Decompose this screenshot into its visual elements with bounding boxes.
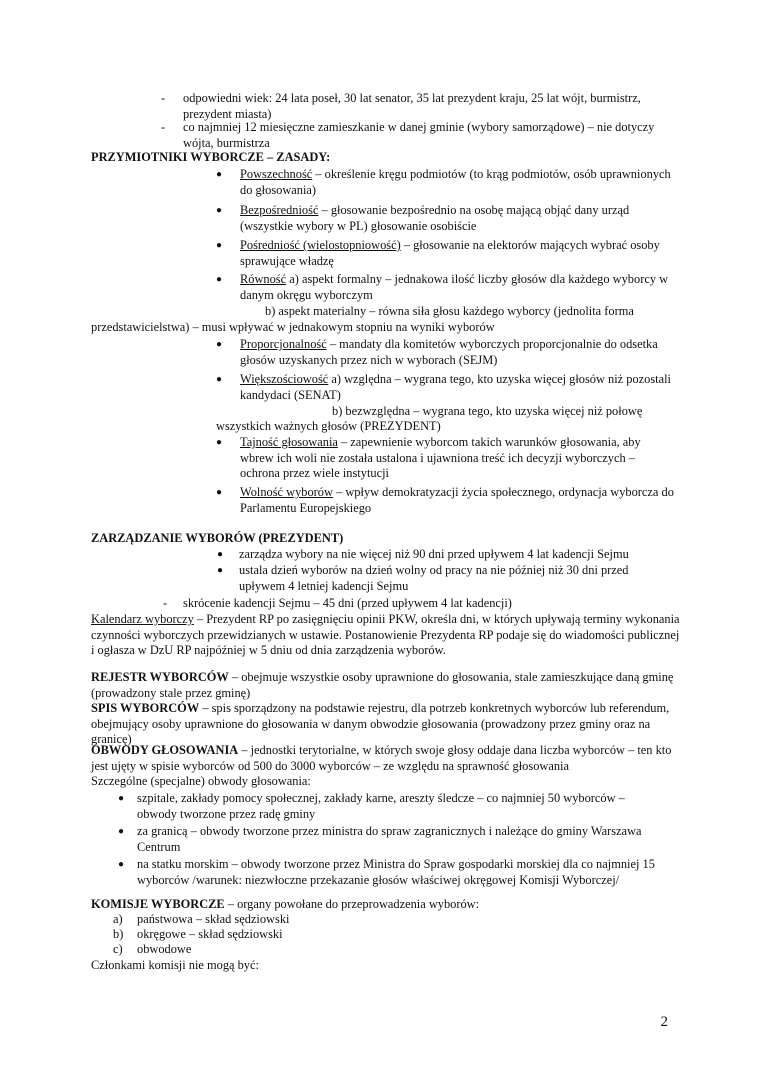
list-item xyxy=(216,337,676,368)
list-item-text: okręgowe – skład sędziowski xyxy=(137,927,283,941)
bullet-icon: ● xyxy=(118,859,125,870)
bullet-icon: ● xyxy=(118,793,125,804)
paragraph-line: Szczególne (specjalne) obwody głosowania: xyxy=(91,774,311,788)
term: REJESTR WYBORCÓW xyxy=(91,670,229,684)
list-item xyxy=(161,91,681,122)
paragraph-line: wszystkich ważnych głosów (PREZYDENT) xyxy=(216,419,441,433)
term: SPIS WYBORCÓW xyxy=(91,701,200,715)
bullet-icon: ● xyxy=(216,374,223,385)
bullet-icon: ● xyxy=(216,169,223,180)
list-item xyxy=(113,912,289,928)
paragraph xyxy=(91,612,681,659)
definition: – spis sporządzony na podstawie rejestru, dla potrzeb konkretnych wyborców lub referendum, obejmujący osoby uprawnione do głosowania w danym obwodzie głosowania (prowadzony przez gminy oraz na granicę) xyxy=(91,701,670,747)
list-item-text xyxy=(240,435,676,482)
list-item xyxy=(216,435,676,482)
paragraph xyxy=(91,897,683,913)
term: Tajność głosowania xyxy=(240,435,338,449)
bullet-icon: ● xyxy=(217,565,224,576)
term: Wolność wyborów xyxy=(240,485,333,499)
list-item xyxy=(113,942,191,958)
paragraph xyxy=(91,670,683,701)
list-item xyxy=(216,238,676,269)
definition: – organy powołane do przeprowadzenia wyborów: xyxy=(224,897,480,911)
definition: – zapewnienie wyborcom takich warunków głosowania, aby wbrew ich woli nie została ustalona i ujawniona treść ich decyzji wyborczych – ochrona przez wiele instytucji xyxy=(240,435,641,481)
paragraph xyxy=(91,701,683,748)
list-item xyxy=(216,167,676,198)
list-item xyxy=(163,596,683,612)
list-item-text: obwodowe xyxy=(137,942,192,956)
term: Proporcjonalność xyxy=(240,337,327,351)
list-marker: a) xyxy=(113,912,123,926)
list-item xyxy=(216,485,676,516)
list-item xyxy=(217,563,647,594)
list-item-text xyxy=(240,372,676,403)
definition: – mandaty dla komitetów wyborczych proporcjonalnie do odsetka głosów uzyskanych przez nich w wyborach (SEJM) xyxy=(240,337,658,367)
list-item-text: za granicą – obwody tworzone przez ministra do spraw zagranicznych i należące do gminy Warszawa Centrum xyxy=(137,824,642,854)
paragraph-line: b) aspekt materialny – równa siła głosu każdego wyborcy (jednolita forma xyxy=(265,304,634,318)
section-heading: ZARZĄDZANIE WYBORÓW (PREZYDENT) xyxy=(91,531,344,545)
bullet-icon: ● xyxy=(216,437,223,448)
term: Powszechność xyxy=(240,167,313,181)
bullet-icon: ● xyxy=(216,487,223,498)
list-item-text: na statku morskim – obwody tworzone przez Ministra do Spraw gospodarki morskiej dla co najmniej 15 wyborców /warunek: niezwłoczne przekazanie głosów właściwej okręgowej Komisji Wyborczej/ xyxy=(137,857,655,887)
dash-marker: - xyxy=(163,596,168,610)
term: KOMISJE WYBORCZE xyxy=(91,897,225,911)
bullet-icon: ● xyxy=(217,549,224,560)
term: Równość xyxy=(240,272,287,286)
term: Kalendarz wyborczy xyxy=(91,612,194,626)
list-item xyxy=(216,272,676,303)
term: Większościowość xyxy=(240,372,329,386)
definition: a) aspekt formalny – jednakowa ilość liczby głosów dla każdego wyborcy w danym okręgu wyborczym xyxy=(240,272,669,302)
list-item-text xyxy=(240,485,676,516)
list-item-text: zarządza wybory na nie więcej niż 90 dni przed upływem 4 lat kadencji Sejmu xyxy=(239,547,629,561)
list-item xyxy=(217,547,677,563)
bullet-icon: ● xyxy=(216,274,223,285)
list-item-text xyxy=(240,203,676,234)
list-marker: c) xyxy=(113,942,123,956)
term: OBWODY GŁOSOWANIA xyxy=(91,743,239,757)
list-item xyxy=(118,857,663,888)
list-item-text: skrócenie kadencji Sejmu – 45 dni (przed upływem 4 lat kadencji) xyxy=(183,596,512,610)
bullet-icon: ● xyxy=(216,240,223,251)
definition: – określenie kręgu podmiotów (to krąg podmiotów, osób uprawnionych do głosowania) xyxy=(240,167,671,197)
list-item xyxy=(118,824,663,855)
paragraph xyxy=(91,743,683,774)
list-item-text: szpitale, zakłady pomocy społecznej, zakłady karne, areszty śledcze – co najmniej 50 wyborców – obwody tworzone przez radę gminy xyxy=(137,791,625,821)
list-item xyxy=(161,120,681,151)
definition: – głosowanie bezpośrednio na osobę mającą objąć dany urząd (wszystkie wybory w PL) głosowanie osobiście xyxy=(240,203,630,233)
paragraph-line: b) bezwzględna – wygrana tego, kto uzyska więcej niż połowę xyxy=(332,404,643,418)
definition: – jednostki terytorialne, w których swoje głosy oddaje dana liczba wyborców – ten kto jest ujęty w spisie wyborców od 500 do 3000 wyborców – ze względu na sprawność głosowania xyxy=(91,743,672,773)
dash-marker: - xyxy=(161,120,166,134)
definition: – wpływ demokratyzacji życia społecznego, ordynacja wyborcza do Parlamentu Europejskiego xyxy=(240,485,674,515)
definition: – Prezydent RP po zasięgnięciu opinii PKW, określa dni, w których upływają terminy wykonania czynności wyborczych przewidzianych w ustawie. Postanowienie Prezydenta RP podaje się do wiadomości publicznej i ogłasza w DzU RP najpóźniej w 5 dniu od dnia zarządzenia wyborów. xyxy=(91,612,680,658)
list-item-text: co najmniej 12 miesięczne zamieszkanie w danej gminie (wybory samorządowe) – nie dotyczy wójta, burmistrza xyxy=(183,120,655,150)
list-item xyxy=(216,372,676,403)
page-number: 2 xyxy=(660,1014,668,1030)
definition: – głosowanie na elektorów mających wybrać osoby sprawujące władzę xyxy=(240,238,660,268)
list-item-text: odpowiedni wiek: 24 lata poseł, 30 lat senator, 35 lat prezydent kraju, 25 lat wójt, burmistrz, prezydent miasta) xyxy=(183,91,641,121)
paragraph-line: przedstawicielstwa) – musi wpływać w jednakowym stopniu na wyniki wyborów xyxy=(91,320,495,334)
bullet-icon: ● xyxy=(118,826,125,837)
paragraph-line: Członkami komisji nie mogą być: xyxy=(91,958,259,972)
definition: a) względna – wygrana tego, kto uzyska więcej głosów niż pozostali kandydaci (SENAT) xyxy=(240,372,671,402)
list-item-text xyxy=(240,238,676,269)
list-item-text xyxy=(240,167,676,198)
term: Pośredniość (wielostopniowość) xyxy=(240,238,401,252)
section-heading: PRZYMIOTNIKI WYBORCZE – ZASADY: xyxy=(91,150,331,164)
dash-marker: - xyxy=(161,91,166,105)
bullet-icon: ● xyxy=(216,339,223,350)
list-marker: b) xyxy=(113,927,124,941)
list-item-text xyxy=(240,272,676,303)
list-item xyxy=(118,791,663,822)
list-item-text: państwowa – skład sędziowski xyxy=(137,912,290,926)
term: Bezpośredniość xyxy=(240,203,319,217)
list-item-text xyxy=(240,337,676,368)
list-item xyxy=(113,927,283,943)
list-item xyxy=(216,203,676,234)
bullet-icon: ● xyxy=(216,205,223,216)
list-item-text: ustala dzień wyborów na dzień wolny od pracy na nie później niż 30 dni przed upływem 4 letniej kadencji Sejmu xyxy=(239,563,629,593)
definition: – obejmuje wszystkie osoby uprawnione do głosowania, stale zamieszkujące daną gminę (prowadzony stale przez gminę) xyxy=(91,670,674,700)
